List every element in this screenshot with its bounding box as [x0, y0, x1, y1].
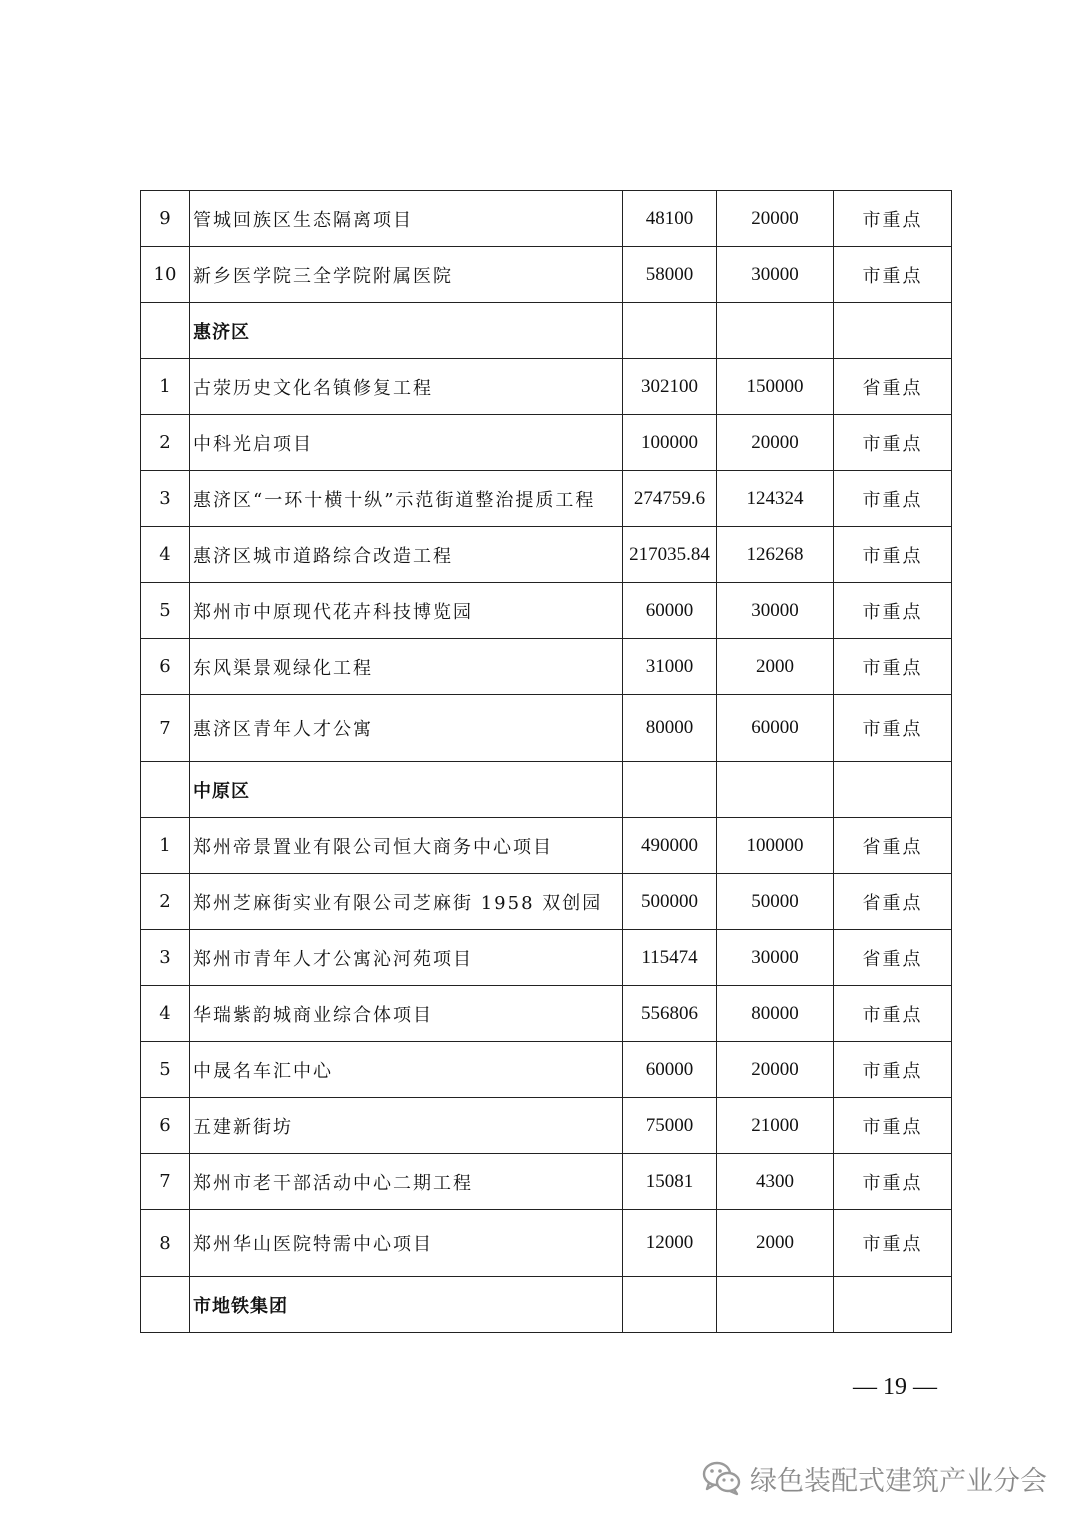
wechat-icon	[700, 1456, 744, 1500]
annual-investment: 30000	[717, 247, 834, 303]
row-index: 7	[141, 695, 190, 762]
section-row	[141, 303, 952, 359]
row-index: 2	[141, 874, 190, 930]
section-row	[141, 1277, 952, 1333]
project-level: 省重点	[834, 818, 952, 874]
project-name: 郑州华山医院特需中心项目	[190, 1210, 623, 1277]
annual-investment: 124324	[717, 471, 834, 527]
project-name: 五建新街坊	[190, 1098, 623, 1154]
total-investment: 80000	[623, 695, 717, 762]
table-row	[141, 639, 952, 695]
project-name: 华瑞紫韵城商业综合体项目	[190, 986, 623, 1042]
table-row	[141, 527, 952, 583]
project-level	[834, 762, 952, 818]
project-name: 东风渠景观绿化工程	[190, 639, 623, 695]
project-level: 市重点	[834, 191, 952, 247]
annual-investment: 20000	[717, 1042, 834, 1098]
row-index: 10	[141, 247, 190, 303]
row-index: 5	[141, 583, 190, 639]
project-name: 郑州市中原现代花卉科技博览园	[190, 583, 623, 639]
annual-investment: 100000	[717, 818, 834, 874]
project-name: 新乡医学院三全学院附属医院	[190, 247, 623, 303]
row-index	[141, 303, 190, 359]
total-investment: 48100	[623, 191, 717, 247]
project-name: 惠济区青年人才公寓	[190, 695, 623, 762]
total-investment: 556806	[623, 986, 717, 1042]
section-title: 市地铁集团	[190, 1277, 623, 1333]
annual-investment: 20000	[717, 415, 834, 471]
table-row	[141, 695, 952, 762]
total-investment	[623, 303, 717, 359]
project-name: 古荥历史文化名镇修复工程	[190, 359, 623, 415]
section-row	[141, 762, 952, 818]
section-title: 惠济区	[190, 303, 623, 359]
project-level: 省重点	[834, 874, 952, 930]
total-investment: 31000	[623, 639, 717, 695]
project-level: 市重点	[834, 1154, 952, 1210]
annual-investment: 30000	[717, 583, 834, 639]
total-investment: 60000	[623, 1042, 717, 1098]
row-index: 5	[141, 1042, 190, 1098]
project-level: 市重点	[834, 583, 952, 639]
row-index: 9	[141, 191, 190, 247]
project-level: 市重点	[834, 695, 952, 762]
annual-investment: 30000	[717, 930, 834, 986]
annual-investment: 80000	[717, 986, 834, 1042]
annual-investment	[717, 1277, 834, 1333]
table-row	[141, 874, 952, 930]
project-name: 郑州芝麻街实业有限公司芝麻街 1958 双创园	[190, 874, 623, 930]
table-row	[141, 930, 952, 986]
table-row	[141, 1042, 952, 1098]
row-index: 2	[141, 415, 190, 471]
total-investment: 302100	[623, 359, 717, 415]
annual-investment: 126268	[717, 527, 834, 583]
annual-investment	[717, 303, 834, 359]
row-index: 4	[141, 986, 190, 1042]
total-investment: 100000	[623, 415, 717, 471]
project-level: 市重点	[834, 1098, 952, 1154]
row-index: 6	[141, 639, 190, 695]
project-name: 郑州市青年人才公寓沁河苑项目	[190, 930, 623, 986]
total-investment: 490000	[623, 818, 717, 874]
table-row	[141, 818, 952, 874]
project-level: 市重点	[834, 415, 952, 471]
annual-investment: 4300	[717, 1154, 834, 1210]
table-body	[141, 191, 952, 1333]
project-name: 郑州市老干部活动中心二期工程	[190, 1154, 623, 1210]
watermark	[700, 1456, 1047, 1500]
row-index: 4	[141, 527, 190, 583]
annual-investment: 60000	[717, 695, 834, 762]
project-name: 管城回族区生态隔离项目	[190, 191, 623, 247]
project-level: 市重点	[834, 639, 952, 695]
project-name: 郑州帝景置业有限公司恒大商务中心项目	[190, 818, 623, 874]
project-level: 省重点	[834, 930, 952, 986]
project-name: 惠济区城市道路综合改造工程	[190, 527, 623, 583]
total-investment: 500000	[623, 874, 717, 930]
table-row	[141, 471, 952, 527]
project-level: 市重点	[834, 471, 952, 527]
page-number: — 19 —	[853, 1374, 937, 1400]
row-index	[141, 762, 190, 818]
project-table	[140, 190, 952, 1333]
annual-investment: 20000	[717, 191, 834, 247]
row-index	[141, 1277, 190, 1333]
annual-investment: 150000	[717, 359, 834, 415]
total-investment: 115474	[623, 930, 717, 986]
total-investment	[623, 1277, 717, 1333]
project-level: 市重点	[834, 1042, 952, 1098]
row-index: 7	[141, 1154, 190, 1210]
watermark-text: 绿色装配式建筑产业分会	[750, 1465, 1047, 1497]
project-level: 市重点	[834, 986, 952, 1042]
row-index: 8	[141, 1210, 190, 1277]
total-investment	[623, 762, 717, 818]
total-investment: 274759.6	[623, 471, 717, 527]
row-index: 1	[141, 818, 190, 874]
annual-investment: 21000	[717, 1098, 834, 1154]
project-level: 省重点	[834, 359, 952, 415]
section-title: 中原区	[190, 762, 623, 818]
table-row	[141, 359, 952, 415]
table-row	[141, 986, 952, 1042]
total-investment: 58000	[623, 247, 717, 303]
project-level	[834, 1277, 952, 1333]
row-index: 3	[141, 930, 190, 986]
project-name: 中科光启项目	[190, 415, 623, 471]
project-level: 市重点	[834, 1210, 952, 1277]
total-investment: 60000	[623, 583, 717, 639]
table-row	[141, 1210, 952, 1277]
table-row	[141, 583, 952, 639]
table-row	[141, 247, 952, 303]
row-index: 6	[141, 1098, 190, 1154]
annual-investment	[717, 762, 834, 818]
annual-investment: 2000	[717, 639, 834, 695]
total-investment: 217035.84	[623, 527, 717, 583]
table-row	[141, 191, 952, 247]
table-row	[141, 1098, 952, 1154]
row-index: 1	[141, 359, 190, 415]
total-investment: 15081	[623, 1154, 717, 1210]
project-level	[834, 303, 952, 359]
project-level: 市重点	[834, 247, 952, 303]
table-row	[141, 1154, 952, 1210]
project-level: 市重点	[834, 527, 952, 583]
annual-investment: 2000	[717, 1210, 834, 1277]
project-name: 惠济区“一环十横十纵”示范街道整治提质工程	[190, 471, 623, 527]
total-investment: 12000	[623, 1210, 717, 1277]
project-name: 中晟名车汇中心	[190, 1042, 623, 1098]
table-row	[141, 415, 952, 471]
total-investment: 75000	[623, 1098, 717, 1154]
row-index: 3	[141, 471, 190, 527]
annual-investment: 50000	[717, 874, 834, 930]
